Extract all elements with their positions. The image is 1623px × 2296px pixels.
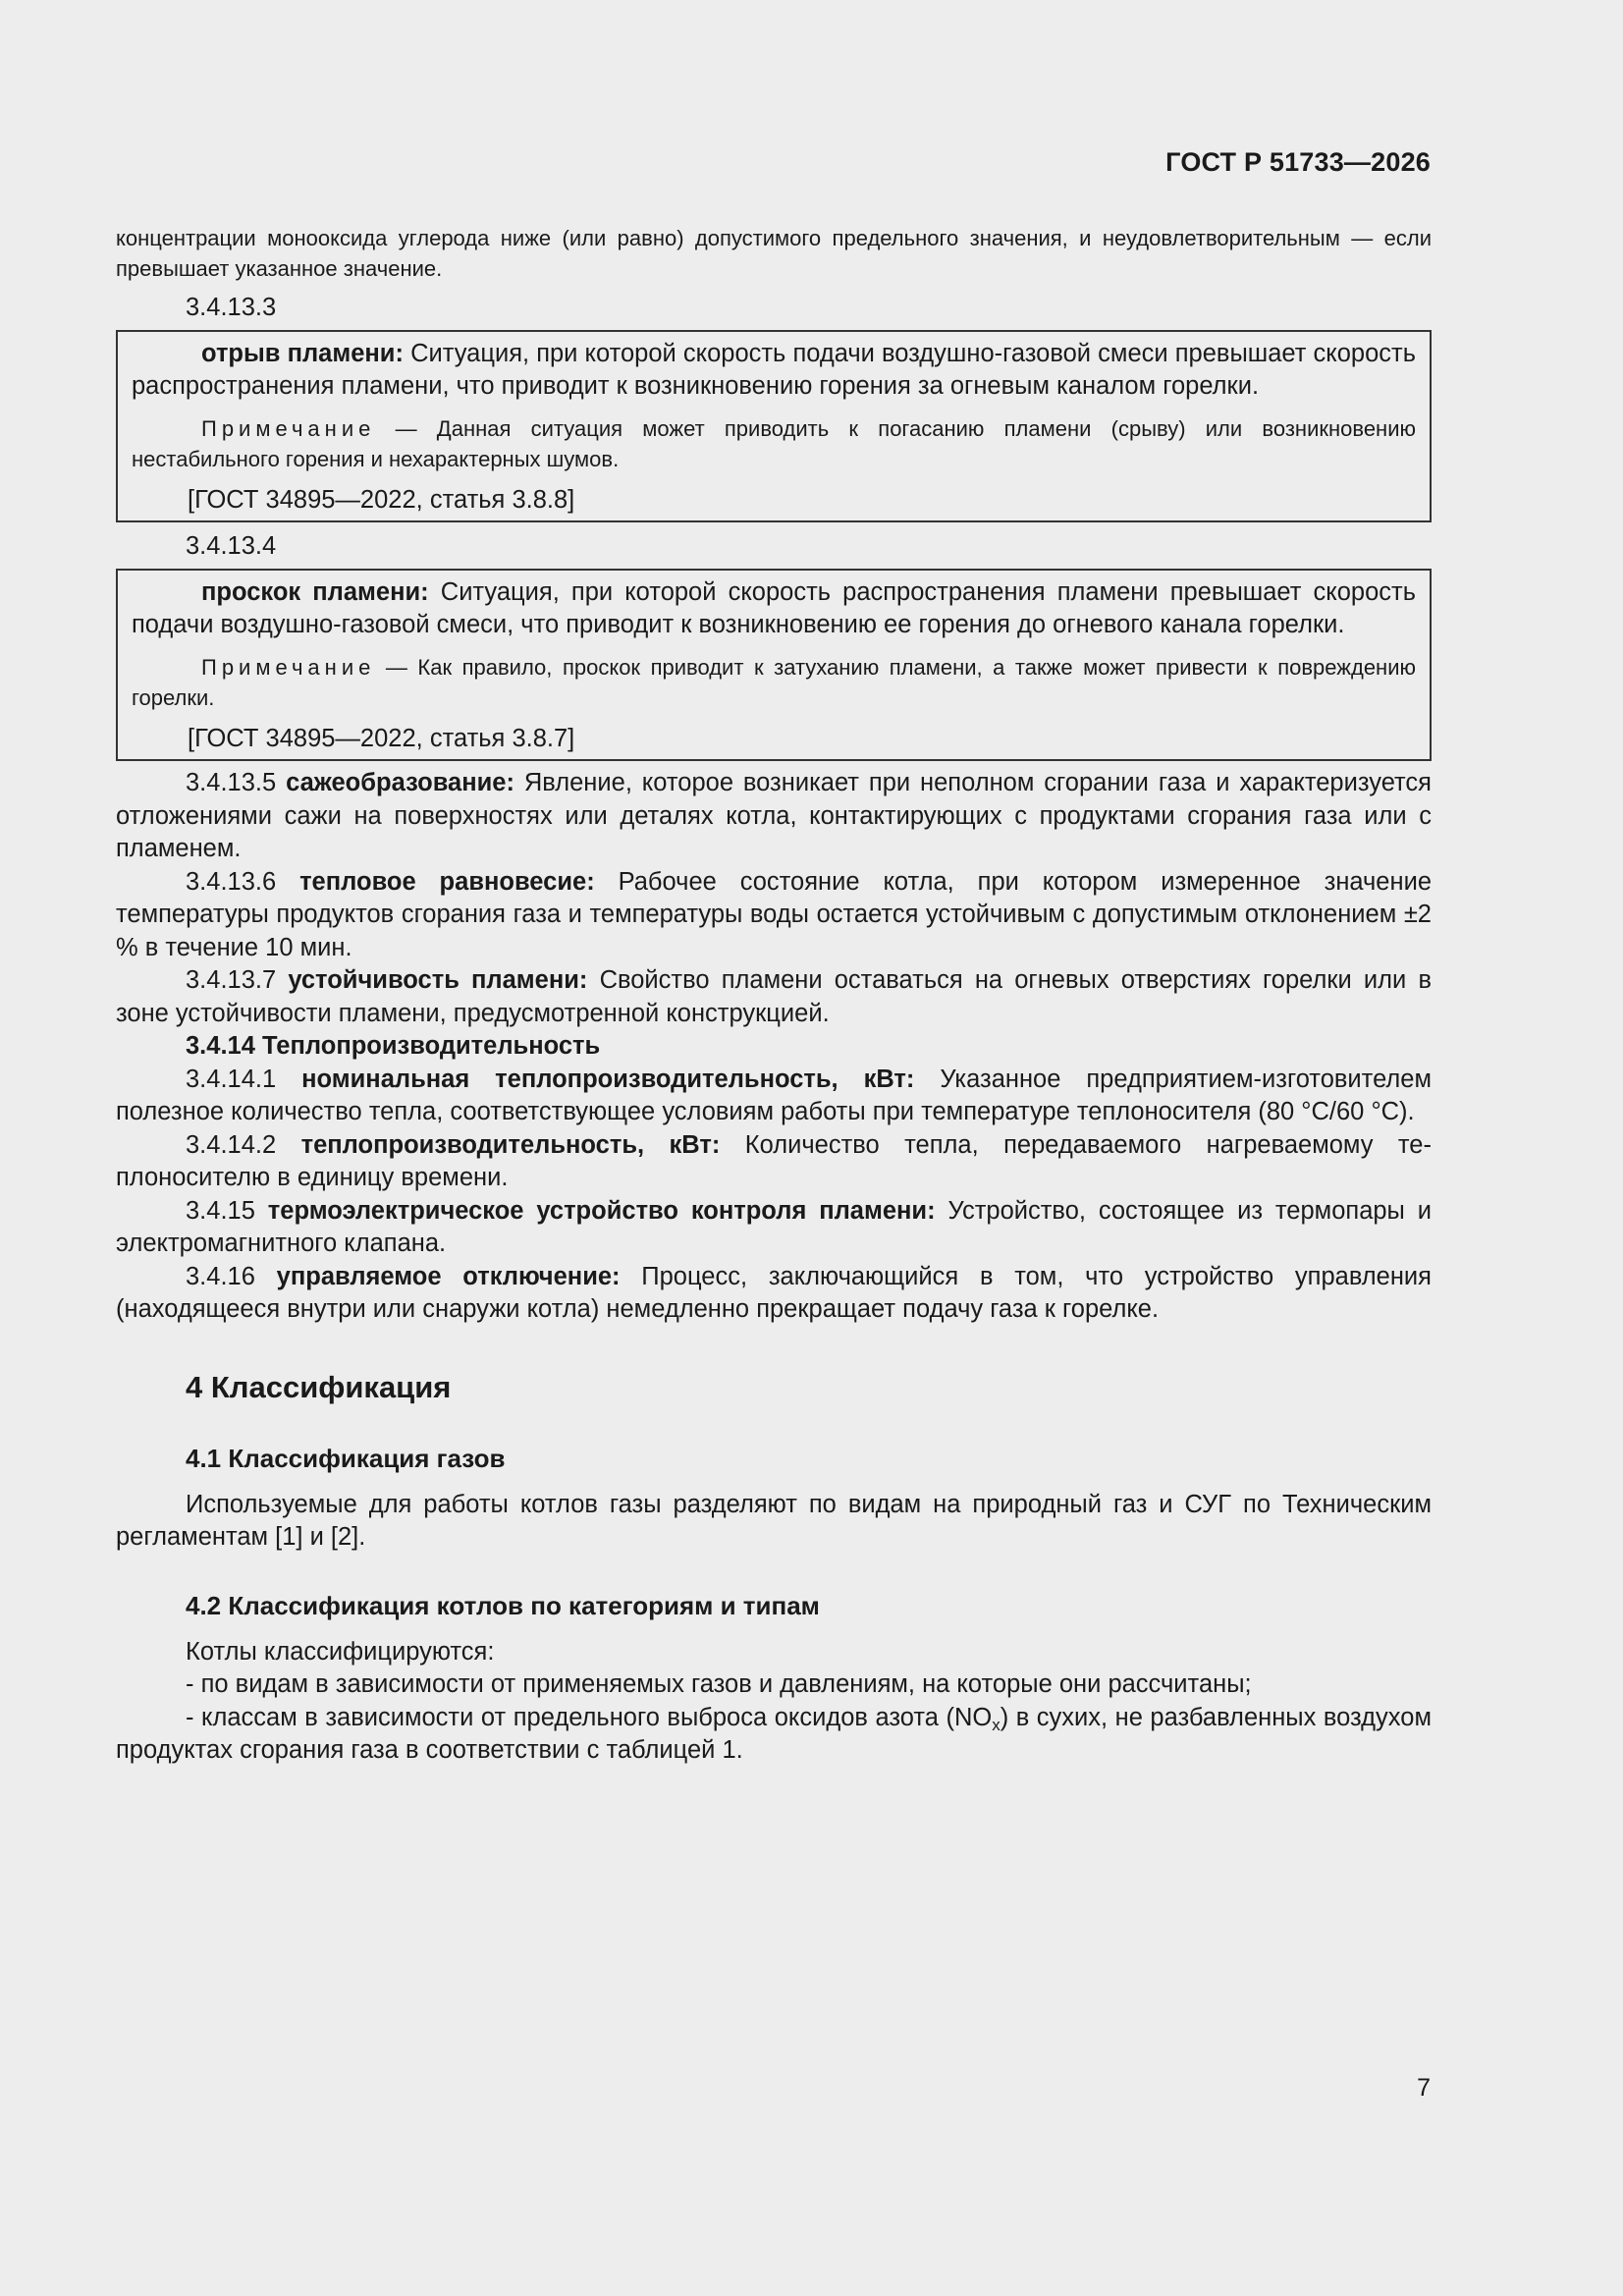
term-name: теплопроизводительность, кВт: — [300, 1130, 721, 1159]
term-number: 3.4.14.1 — [186, 1065, 277, 1093]
paragraph: Котлы классифицируются: — [186, 1637, 495, 1666]
term-name: сажеобразование: — [286, 769, 514, 796]
page-number: 7 — [1417, 2074, 1431, 2102]
term-text: Ситуация, при которой скорость подачи воздушно-газовой смеси превышает скорость распространения пламени, что приводит к возникновению горения за огневым каналом горелки. — [132, 339, 1416, 400]
term-text: Рабочее состояние котла, при котором измеренное значение температуры продуктов сгорания газа и температуры воды остается устойчивым с допустимым отклонением ±2 % в течение 10 мин. — [116, 867, 1432, 961]
term-paragraph — [116, 767, 1432, 866]
term-note — [132, 413, 1416, 474]
term-text: Ситуация, при которой скорость распространения пламени превышает скорость подачи воздушно-газовой смеси, что приводит к возникновению ее горения до огневого канала горелки. — [132, 577, 1416, 638]
term-name: отрыв пламени: — [201, 339, 404, 367]
subsection-heading: 4.2 Классификация котлов по категориям и типам — [186, 1590, 820, 1620]
term-number: 3.4.13.3 — [186, 294, 277, 321]
list-item-text: - классам в зависимости от предельного выброса оксидов азота (NO — [186, 1703, 993, 1731]
term-text: Количество тепла, передаваемого нагреваемому теплоносителю в единицу времени. — [116, 1130, 1432, 1191]
term-number: 3.4.15 — [186, 1196, 255, 1225]
subsection-heading — [116, 1030, 1432, 1064]
term-box — [116, 569, 1432, 762]
term-paragraph — [116, 1195, 1432, 1261]
list-item-text: ) в сухих, не разбавленных воздухом продуктах сгорания газа в соответствии с таблицей 1. — [116, 1703, 1432, 1764]
term-text: Свойство пламени оставаться на огневых отверстиях горелки или в зоне устойчивости пламени, предусмотренной конструкцией. — [116, 966, 1432, 1027]
term-text: Процесс, заключающийся в том, что устройство управления (находящееся внутри или снаружи котла) немедленно прекращает подачу газа к горелке. — [116, 1262, 1432, 1323]
document-header: ГОСТ Р 51733—2026 — [1165, 147, 1431, 177]
term-box — [116, 330, 1432, 523]
term-name: тепловое равновесие: — [299, 867, 595, 896]
term-paragraph — [116, 964, 1432, 1030]
term-text: Явление, которое возникает при неполном сгорании газа и характеризуется отложениями сажи на поверхностях или деталях котла, контактирующих с продуктами сгорания газа или с пламенем. — [116, 769, 1432, 862]
list-item — [116, 1702, 1432, 1768]
term-number: 3.4.16 — [186, 1262, 255, 1290]
subsection-title: Теплопроизводительность — [262, 1032, 601, 1060]
term-paragraph — [116, 1129, 1432, 1195]
term-paragraph — [116, 1261, 1432, 1327]
term-name: проскок пламени: — [201, 577, 429, 606]
paragraph: Используемые для работы котлов газы разделяют по видам на природный газ и СУГ по Техническим регламентам [1] и [2]. — [116, 1490, 1432, 1551]
term-number: 3.4.13.4 — [186, 532, 277, 560]
term-note — [132, 652, 1416, 713]
term-reference: [ГОСТ 34895—2022, статья 3.8.8] — [188, 485, 575, 514]
term-number: 3.4.13.7 — [186, 966, 277, 994]
subsection-number: 3.4.14 — [186, 1032, 255, 1060]
term-text: Указанное предприятием-изготовителем полезное количество тепла, соответствующее условиям работы при температуре теплоносителя (80 °C/60 °C). — [116, 1065, 1432, 1125]
term-name: термоэлектрическое устройство контроля пламени: — [267, 1196, 936, 1225]
intro-paragraph: концентрации монооксида углерода ниже (или равно) допустимого предельного значения, и неудовлетворительным — если превышает указанное значение. — [116, 226, 1432, 281]
note-label: Примечание — [201, 415, 376, 441]
term-number: 3.4.14.2 — [186, 1130, 277, 1159]
term-paragraph — [116, 1064, 1432, 1129]
section-heading: 4 Классификация — [186, 1369, 452, 1404]
list-item: - по видам в зависимости от применяемых газов и давлениям, на которые они рассчитаны; — [186, 1670, 1252, 1698]
term-text: Устройство, состоящее из термопары и электромагнитного клапана. — [116, 1196, 1432, 1257]
term-name: номинальная теплопроизводительность, кВт: — [301, 1065, 915, 1093]
document-body — [116, 223, 1432, 1768]
subscript: x — [992, 1715, 1001, 1734]
note-text: — Данная ситуация может приводить к погасанию пламени (срыву) или возникновению нестабильного горения и нехарактерных шумов. — [132, 415, 1416, 471]
note-label: Примечание — [201, 654, 376, 680]
term-definition — [132, 338, 1416, 404]
term-reference: [ГОСТ 34895—2022, статья 3.8.7] — [188, 724, 575, 752]
term-paragraph — [116, 866, 1432, 965]
term-number: 3.4.13.5 — [186, 769, 277, 796]
term-name: устойчивость пламени: — [288, 966, 588, 994]
term-number: 3.4.13.6 — [186, 867, 277, 896]
term-definition — [132, 576, 1416, 642]
note-text: — Как правило, проскок приводит к затуханию пламени, а также может привести к повреждению горелки. — [132, 654, 1416, 710]
subsection-heading: 4.1 Классификация газов — [186, 1443, 506, 1473]
term-name: управляемое отключение: — [276, 1262, 621, 1290]
